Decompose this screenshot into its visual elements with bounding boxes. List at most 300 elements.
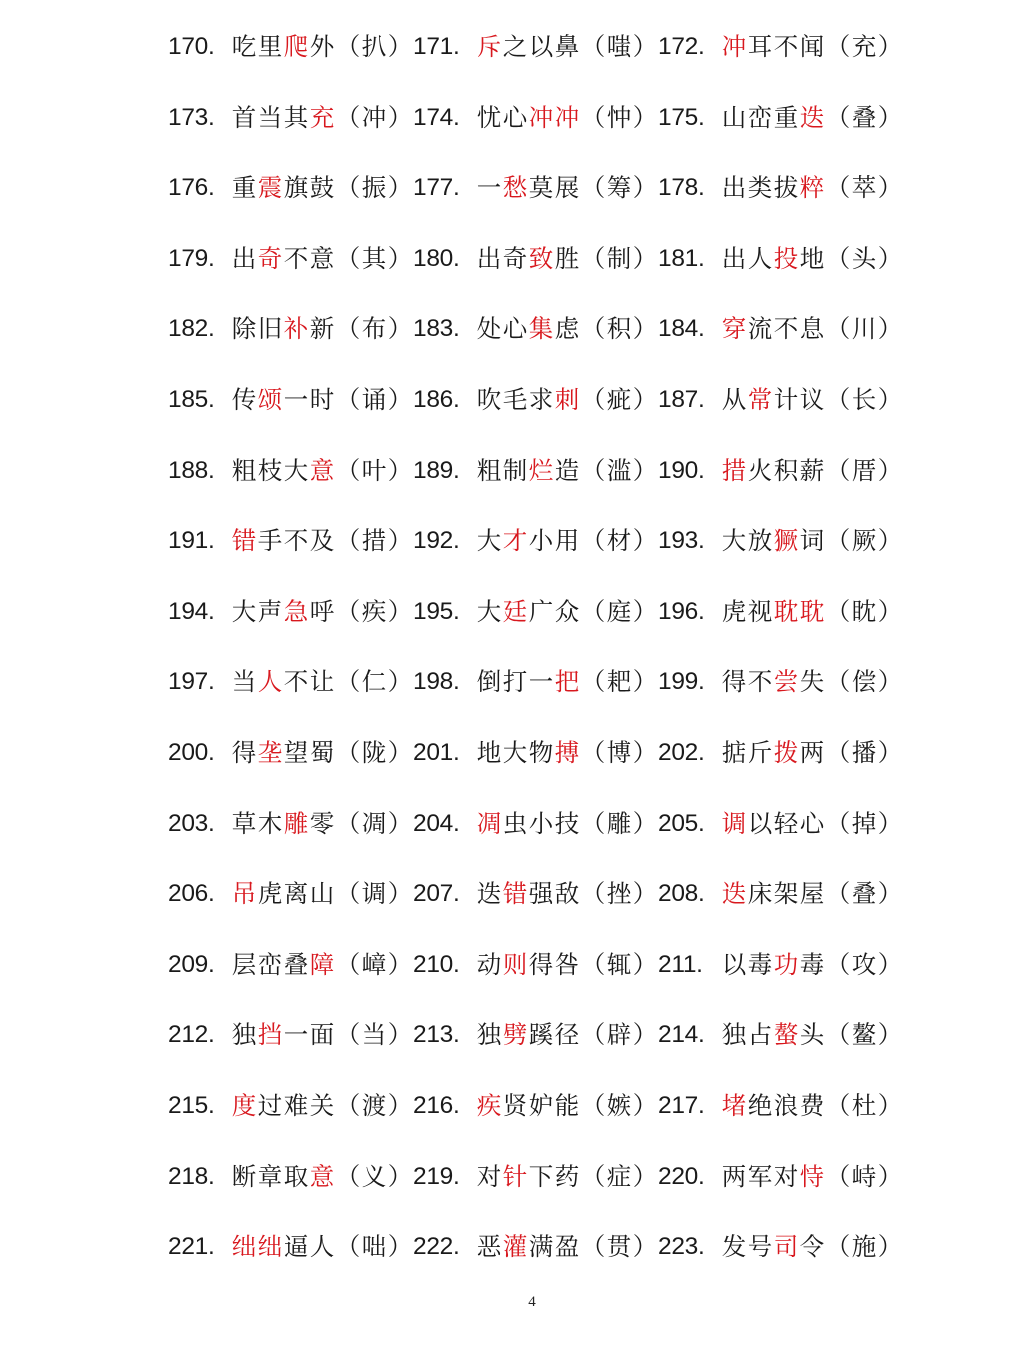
idiom-character: 发	[721, 1232, 747, 1262]
wrong-character: 功	[773, 949, 799, 979]
correction	[335, 949, 413, 979]
close-paren: ）	[632, 737, 658, 767]
open-paren: （	[580, 949, 606, 979]
idiom-entry	[168, 737, 413, 767]
entry-number: 199.	[658, 668, 705, 696]
idiom-character: 一	[476, 173, 502, 203]
close-paren: ）	[387, 808, 413, 838]
correction	[580, 385, 658, 415]
idiom-word	[476, 385, 580, 415]
correct-character: 辄	[606, 949, 632, 979]
open-paren: （	[580, 596, 606, 626]
correction	[825, 455, 903, 485]
close-paren: ）	[387, 314, 413, 344]
correction	[825, 385, 903, 415]
idiom-character: 不	[283, 243, 309, 273]
open-paren: （	[335, 243, 361, 273]
correction	[580, 596, 658, 626]
correction	[335, 737, 413, 767]
idiom-character: 地	[799, 243, 825, 273]
list-row	[168, 365, 903, 436]
idiom-entry	[413, 596, 658, 626]
idiom-word	[476, 879, 580, 909]
correct-character: 掉	[851, 808, 877, 838]
entry-number: 180.	[413, 244, 460, 272]
open-paren: （	[825, 173, 851, 203]
close-paren: ）	[632, 879, 658, 909]
wrong-character: 充	[309, 102, 335, 132]
wrong-character: 耽	[799, 596, 825, 626]
correct-character: 攻	[851, 949, 877, 979]
idiom-character: 一	[283, 1020, 309, 1050]
correction	[335, 32, 413, 62]
correct-character: 冲	[361, 102, 387, 132]
idiom-character: 恶	[476, 1232, 502, 1262]
close-paren: ）	[877, 385, 903, 415]
idiom-entry	[658, 1020, 903, 1050]
entry-number: 223.	[658, 1233, 705, 1261]
idiom-character: 火	[747, 455, 773, 485]
idiom-character: 峦	[747, 102, 773, 132]
wrong-character: 急	[283, 596, 309, 626]
wrong-character: 错	[502, 879, 528, 909]
idiom-character: 毒	[799, 949, 825, 979]
idiom-word	[231, 879, 335, 909]
idiom-entry	[168, 102, 413, 132]
idiom-character: 心	[502, 102, 528, 132]
correction	[335, 596, 413, 626]
open-paren: （	[580, 314, 606, 344]
entry-number: 192.	[413, 527, 460, 555]
entry-number: 195.	[413, 597, 460, 625]
correction	[580, 1020, 658, 1050]
correct-character: 陇	[361, 737, 387, 767]
list-row	[168, 224, 903, 295]
idiom-word	[231, 173, 335, 203]
idiom-entry	[168, 455, 413, 485]
correction	[580, 173, 658, 203]
idiom-character: 取	[283, 1161, 309, 1191]
entry-number: 214.	[658, 1021, 705, 1049]
entry-number: 217.	[658, 1091, 705, 1119]
page-number: 4	[528, 1294, 536, 1310]
wrong-character: 集	[528, 314, 554, 344]
idiom-entry	[168, 667, 413, 697]
idiom-character: 掂	[721, 737, 747, 767]
idiom-entry	[168, 1161, 413, 1191]
open-paren: （	[825, 737, 851, 767]
idiom-word	[231, 32, 335, 62]
open-paren: （	[825, 596, 851, 626]
correction	[580, 243, 658, 273]
idiom-character: 绝	[747, 1090, 773, 1120]
idiom-entry	[168, 32, 413, 62]
correction	[335, 879, 413, 909]
idiom-character: 薪	[799, 455, 825, 485]
idiom-word	[231, 455, 335, 485]
idiom-character: 出	[476, 243, 502, 273]
idiom-word	[721, 32, 825, 62]
correction	[825, 526, 903, 556]
correct-character: 雕	[606, 808, 632, 838]
correct-character: 凋	[361, 808, 387, 838]
open-paren: （	[335, 808, 361, 838]
correct-character: 筹	[606, 173, 632, 203]
close-paren: ）	[387, 102, 413, 132]
idiom-character: 下	[528, 1161, 554, 1191]
entry-number: 191.	[168, 527, 215, 555]
correction	[825, 102, 903, 132]
entry-number: 184.	[658, 315, 705, 343]
open-paren: （	[825, 455, 851, 485]
close-paren: ）	[877, 314, 903, 344]
wrong-character: 冲	[528, 102, 554, 132]
idiom-character: 里	[257, 32, 283, 62]
idiom-character: 斤	[747, 737, 773, 767]
close-paren: ）	[877, 243, 903, 273]
entry-number: 179.	[168, 244, 215, 272]
entry-number: 185.	[168, 386, 215, 414]
idiom-character: 不	[283, 667, 309, 697]
entry-number: 189.	[413, 456, 460, 484]
list-row	[168, 83, 903, 154]
idiom-character: 心	[799, 808, 825, 838]
idiom-character: 及	[309, 526, 335, 556]
idiom-word	[476, 455, 580, 485]
open-paren: （	[335, 737, 361, 767]
idiom-character: 逼	[283, 1232, 309, 1262]
correct-character: 叠	[851, 879, 877, 909]
idiom-character: 新	[309, 314, 335, 344]
idiom-entry	[413, 243, 658, 273]
correction	[335, 526, 413, 556]
wrong-character: 烂	[528, 455, 554, 485]
correct-character: 其	[361, 243, 387, 273]
correct-character: 博	[606, 737, 632, 767]
idiom-character: 意	[309, 243, 335, 273]
entry-number: 194.	[168, 597, 215, 625]
entry-number: 207.	[413, 880, 460, 908]
close-paren: ）	[387, 1090, 413, 1120]
correct-character: 滥	[606, 455, 632, 485]
correction	[825, 173, 903, 203]
correct-character: 制	[606, 243, 632, 273]
idiom-character: 不	[773, 32, 799, 62]
correct-character: 施	[851, 1232, 877, 1262]
open-paren: （	[825, 526, 851, 556]
open-paren: （	[825, 1161, 851, 1191]
wrong-character: 拨	[773, 737, 799, 767]
close-paren: ）	[877, 667, 903, 697]
idiom-character: 传	[231, 385, 257, 415]
correction	[580, 32, 658, 62]
correct-character: 嫉	[606, 1090, 632, 1120]
open-paren: （	[335, 385, 361, 415]
idiom-character: 计	[773, 385, 799, 415]
idiom-character: 轻	[773, 808, 799, 838]
idiom-word	[721, 949, 825, 979]
correction	[580, 455, 658, 485]
idiom-entry	[658, 385, 903, 415]
correct-character: 播	[851, 737, 877, 767]
wrong-character: 廷	[502, 596, 528, 626]
idiom-character: 占	[747, 1020, 773, 1050]
wrong-character: 措	[721, 455, 747, 485]
idiom-entry	[658, 1090, 903, 1120]
close-paren: ）	[632, 949, 658, 979]
correction	[335, 1161, 413, 1191]
open-paren: （	[335, 1161, 361, 1191]
idiom-character: 时	[309, 385, 335, 415]
idiom-character: 独	[476, 1020, 502, 1050]
idiom-character: 胜	[554, 243, 580, 273]
correction	[825, 32, 903, 62]
idiom-entry	[168, 1090, 413, 1120]
idiom-character: 息	[799, 314, 825, 344]
correction	[580, 1090, 658, 1120]
idiom-entry	[658, 102, 903, 132]
close-paren: ）	[387, 596, 413, 626]
idiom-character: 吃	[231, 32, 257, 62]
entry-number: 221.	[168, 1233, 215, 1261]
idiom-character: 手	[257, 526, 283, 556]
wrong-character: 投	[773, 243, 799, 273]
list-row	[168, 294, 903, 365]
idiom-word	[476, 808, 580, 838]
idiom-character: 虎	[257, 879, 283, 909]
correction	[825, 596, 903, 626]
idiom-character: 技	[554, 808, 580, 838]
close-paren: ）	[877, 455, 903, 485]
wrong-character: 把	[554, 667, 580, 697]
idiom-character: 处	[476, 314, 502, 344]
open-paren: （	[825, 667, 851, 697]
idiom-character: 声	[257, 596, 283, 626]
idiom-entry	[168, 173, 413, 203]
idiom-entry	[658, 667, 903, 697]
correct-character: 耙	[606, 667, 632, 697]
entry-number: 190.	[658, 456, 705, 484]
wrong-character: 劈	[502, 1020, 528, 1050]
wrong-character: 吊	[231, 879, 257, 909]
close-paren: ）	[632, 1232, 658, 1262]
idiom-entry	[658, 1161, 903, 1191]
entry-number: 202.	[658, 738, 705, 766]
idiom-word	[721, 1090, 825, 1120]
wrong-character: 致	[528, 243, 554, 273]
entry-number: 177.	[413, 174, 460, 202]
idiom-word	[476, 102, 580, 132]
idiom-character: 大	[502, 737, 528, 767]
idiom-entry	[658, 737, 903, 767]
idiom-word	[231, 1161, 335, 1191]
idiom-character: 贤	[502, 1090, 528, 1120]
idiom-character: 独	[721, 1020, 747, 1050]
correction	[580, 526, 658, 556]
idiom-character: 断	[231, 1161, 257, 1191]
idiom-character: 不	[283, 526, 309, 556]
idiom-word	[721, 808, 825, 838]
idiom-character: 妒	[528, 1090, 554, 1120]
open-paren: （	[335, 314, 361, 344]
idiom-character: 一	[283, 385, 309, 415]
list-row	[168, 930, 903, 1001]
open-paren: （	[825, 243, 851, 273]
correction	[580, 949, 658, 979]
entry-number: 211.	[658, 950, 703, 978]
idiom-character: 广	[528, 596, 554, 626]
correct-character: 扒	[361, 32, 387, 62]
idiom-entry	[658, 173, 903, 203]
correct-character: 充	[851, 32, 877, 62]
wrong-character: 螯	[773, 1020, 799, 1050]
correct-character: 材	[606, 526, 632, 556]
open-paren: （	[580, 455, 606, 485]
idiom-character: 旧	[257, 314, 283, 344]
idiom-character: 呼	[309, 596, 335, 626]
close-paren: ）	[387, 879, 413, 909]
idiom-entry	[168, 314, 413, 344]
wrong-character: 斥	[476, 32, 502, 62]
idiom-word	[476, 173, 580, 203]
idiom-entry	[413, 1161, 658, 1191]
idiom-character: 让	[309, 667, 335, 697]
correction	[825, 1090, 903, 1120]
idiom-word	[476, 667, 580, 697]
entry-number: 197.	[168, 668, 215, 696]
idiom-entry	[658, 596, 903, 626]
correct-character: 疾	[361, 596, 387, 626]
list-row	[168, 1212, 903, 1283]
idiom-word	[231, 596, 335, 626]
close-paren: ）	[877, 1232, 903, 1262]
open-paren: （	[335, 102, 361, 132]
idiom-character: 费	[799, 1090, 825, 1120]
correct-character: 咄	[361, 1232, 387, 1262]
list-row	[168, 12, 903, 83]
list-row	[168, 436, 903, 507]
correct-character: 叠	[851, 102, 877, 132]
open-paren: （	[825, 1020, 851, 1050]
correction	[825, 243, 903, 273]
idiom-character: 离	[283, 879, 309, 909]
close-paren: ）	[877, 32, 903, 62]
entry-number: 176.	[168, 174, 215, 202]
list-row	[168, 718, 903, 789]
wrong-character: 人	[257, 667, 283, 697]
idiom-character: 不	[773, 314, 799, 344]
correction	[335, 1090, 413, 1120]
open-paren: （	[580, 102, 606, 132]
idiom-character: 类	[747, 173, 773, 203]
idiom-word	[231, 314, 335, 344]
idiom-character: 造	[554, 455, 580, 485]
idiom-entry	[658, 1232, 903, 1262]
idiom-entry	[413, 737, 658, 767]
list-row	[168, 153, 903, 224]
wrong-character: 调	[721, 808, 747, 838]
wrong-character: 爬	[283, 32, 309, 62]
entry-number: 210.	[413, 950, 460, 978]
idiom-entry	[168, 808, 413, 838]
idiom-character: 章	[257, 1161, 283, 1191]
idiom-entry	[413, 808, 658, 838]
correct-character: 杜	[851, 1090, 877, 1120]
correct-character: 仁	[361, 667, 387, 697]
correction	[825, 1232, 903, 1262]
wrong-character: 迭	[799, 102, 825, 132]
correct-character: 川	[851, 314, 877, 344]
wrong-character: 错	[231, 526, 257, 556]
close-paren: ）	[387, 1232, 413, 1262]
correct-character: 鳌	[851, 1020, 877, 1050]
open-paren: （	[335, 1090, 361, 1120]
wrong-character: 补	[283, 314, 309, 344]
idiom-character: 零	[309, 808, 335, 838]
idiom-character: 床	[747, 879, 773, 909]
idiom-character: 出	[721, 243, 747, 273]
open-paren: （	[335, 526, 361, 556]
idiom-character: 咎	[554, 949, 580, 979]
open-paren: （	[825, 314, 851, 344]
wrong-character: 奇	[257, 243, 283, 273]
wrong-character: 常	[747, 385, 773, 415]
correction	[335, 173, 413, 203]
correct-character: 厥	[851, 526, 877, 556]
close-paren: ）	[877, 879, 903, 909]
correct-character: 嗤	[606, 32, 632, 62]
idiom-entry	[168, 526, 413, 556]
idiom-entry	[168, 1020, 413, 1050]
idiom-word	[476, 243, 580, 273]
idiom-character: 两	[799, 737, 825, 767]
idiom-character: 出	[231, 243, 257, 273]
idiom-character: 鼻	[554, 32, 580, 62]
open-paren: （	[580, 1090, 606, 1120]
open-paren: （	[335, 596, 361, 626]
open-paren: （	[335, 949, 361, 979]
idiom-word	[721, 526, 825, 556]
entry-number: 182.	[168, 315, 215, 343]
list-row	[168, 647, 903, 718]
open-paren: （	[580, 173, 606, 203]
open-paren: （	[335, 667, 361, 697]
entry-number: 212.	[168, 1021, 215, 1049]
idiom-character: 失	[799, 667, 825, 697]
idiom-character: 径	[554, 1020, 580, 1050]
idiom-entry	[413, 455, 658, 485]
idiom-entry	[413, 1020, 658, 1050]
correction	[825, 1161, 903, 1191]
wrong-character: 搏	[554, 737, 580, 767]
correct-character: 渡	[361, 1090, 387, 1120]
entry-number: 219.	[413, 1162, 460, 1190]
close-paren: ）	[877, 808, 903, 838]
idiom-character: 面	[309, 1020, 335, 1050]
idiom-entry	[658, 455, 903, 485]
idiom-word	[721, 243, 825, 273]
close-paren: ）	[387, 243, 413, 273]
idiom-word	[476, 1090, 580, 1120]
idiom-word	[231, 243, 335, 273]
close-paren: ）	[387, 173, 413, 203]
idiom-character: 首	[231, 102, 257, 132]
idiom-character: 迭	[476, 879, 502, 909]
idiom-character: 大	[231, 596, 257, 626]
idiom-character: 虫	[502, 808, 528, 838]
open-paren: （	[580, 1020, 606, 1050]
idiom-character: 当	[257, 102, 283, 132]
